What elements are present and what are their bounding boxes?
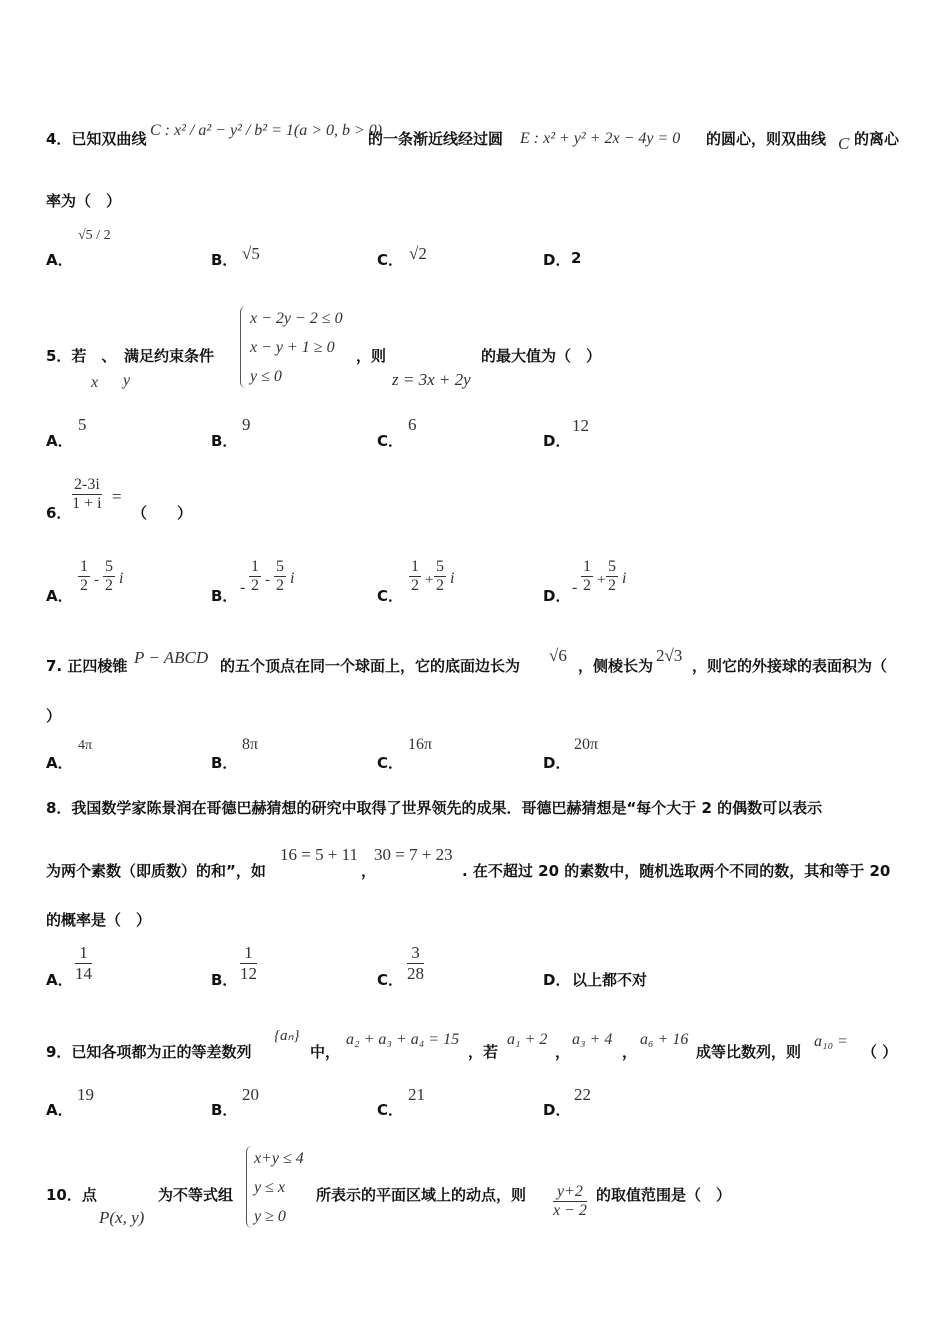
- q6-option-b-frac-2-num: 5: [274, 558, 286, 577]
- q4-c-symbol: C: [838, 134, 850, 153]
- q5-text-2: 的最大值为（ ）: [481, 347, 602, 365]
- q6-option-b-frac-1: [249, 558, 261, 596]
- q8-option-b-fraction: [240, 943, 257, 983]
- q10-constraints: [254, 1144, 304, 1231]
- q5-brace: [240, 306, 247, 388]
- q7-option-a-label: A．: [46, 754, 73, 772]
- q7-option-b-label: B．: [211, 754, 238, 772]
- q9-option-b-value: 20: [242, 1085, 259, 1104]
- q9-text-3: 成等比数列，则: [696, 1043, 802, 1061]
- q6-option-c-frac-1: [409, 558, 421, 596]
- q5-constraint-1: x − 2y − 2 ≤ 0: [250, 310, 343, 327]
- q6-option-a-operator: -: [94, 572, 99, 588]
- q5-constraint-3: y ≤ 0: [250, 368, 282, 385]
- q9-tail: （ ）: [862, 1043, 898, 1061]
- q4-line-2: 率为（ ）: [46, 192, 122, 210]
- q8-text-1: 为两个素数（即质数）的和”，如: [46, 862, 266, 880]
- q8-example-1: 16 = 5 + 11: [280, 845, 359, 864]
- q4-option-d-label: D．: [543, 251, 571, 269]
- q6-option-b-label: B．: [211, 587, 238, 605]
- q7-side-length: √6: [549, 646, 567, 665]
- q6-option-c-frac-1-num: 1: [409, 558, 421, 577]
- q5-text-1: ，则: [356, 347, 387, 365]
- q6-option-a-frac-1-num: 1: [78, 558, 90, 577]
- q6-option-c-label: C．: [377, 587, 404, 605]
- q8-comma: ，: [361, 862, 377, 880]
- q8-option-c-den: 28: [407, 963, 424, 983]
- q5-number-text: 5．若 、 满足约束条件: [46, 347, 214, 365]
- q10-denominator: x − 2: [553, 1202, 587, 1220]
- q6-option-c-frac-2: [434, 558, 446, 596]
- q8-option-c-fraction: [407, 943, 424, 983]
- q9-number-text: 9．已知各项都为正的等差数列: [46, 1043, 252, 1061]
- q6-option-a-frac-2-num: 5: [103, 558, 115, 577]
- q6-option-c-i: i: [450, 570, 455, 587]
- q6-fraction: [72, 476, 102, 514]
- q10-brace: [246, 1146, 253, 1228]
- q6-option-d-i: i: [622, 570, 627, 587]
- q6-option-a-frac-2: [103, 558, 115, 596]
- q8-option-b-den: 12: [240, 963, 257, 983]
- q5-option-c-label: C．: [377, 432, 404, 450]
- q6-option-d-frac-2: [606, 558, 618, 596]
- q6-option-d-frac-1-den: 2: [583, 577, 591, 595]
- q10-constraint-1: x+y ≤ 4: [254, 1150, 304, 1167]
- q10-text-2: 所表示的平面区域上的动点，则: [316, 1186, 527, 1204]
- q10-text-1: 为不等式组: [158, 1186, 234, 1204]
- q6-option-a-label: A．: [46, 587, 73, 605]
- q7-text-1: 的五个顶点在同一个球面上，它的底面边长为: [220, 657, 521, 675]
- q10-numerator: y+2: [553, 1183, 587, 1202]
- q6-option-d-operator: +: [597, 572, 606, 588]
- q6-number: 6．: [46, 504, 72, 522]
- q5-y-var: y: [123, 372, 131, 389]
- q9-sequence: {aₙ}: [274, 1028, 300, 1044]
- q7-option-d-label: D．: [543, 754, 571, 772]
- q4-option-c-value: √2: [409, 244, 427, 263]
- q6-option-b-frac-2: [274, 558, 286, 596]
- q7-option-c-label: C．: [377, 754, 404, 772]
- q6-option-a-i: i: [119, 570, 124, 587]
- q8-example-2: 30 = 7 + 23: [374, 845, 453, 864]
- q4-text-1: 的一条渐近线经过圆: [368, 130, 504, 148]
- q7-number-text: 7. 正四棱锥: [46, 657, 128, 675]
- q4-text-2: 的圆心，则双曲线: [706, 130, 827, 148]
- q5-x-var: x: [91, 374, 99, 391]
- q6-equals: =: [112, 487, 122, 506]
- q8-option-b-label: B．: [211, 971, 238, 989]
- q8-line-1: 8．我国数学家陈景润在哥德巴赫猜想的研究中取得了世界领先的成果．哥德巴赫猜想是“每个大于 2 的偶数可以表示: [46, 799, 823, 817]
- q9-option-a-label: A．: [46, 1101, 73, 1119]
- q9-option-b-label: B．: [211, 1101, 238, 1119]
- q9-a10: a₁₀ =: [814, 1033, 848, 1050]
- q9-comma-1: ，: [555, 1043, 571, 1061]
- q6-option-c-frac-1-den: 2: [411, 577, 419, 595]
- q9-option-d-label: D．: [543, 1101, 571, 1119]
- q9-option-c-label: C．: [377, 1101, 404, 1119]
- q5-option-b-label: B．: [211, 432, 238, 450]
- q8-text-2: . 在不超过 20 的素数中，随机选取两个不同的数，其和等于 20: [462, 862, 891, 880]
- q6-tail: （ ）: [132, 504, 193, 522]
- q5-option-d-label: D．: [543, 432, 571, 450]
- q10-constraint-2: y ≤ x: [254, 1179, 285, 1196]
- q6-option-b-frac-1-den: 2: [251, 577, 259, 595]
- q4-option-a-value: √5 / 2: [78, 228, 111, 243]
- q8-option-d-label: D．: [543, 971, 571, 989]
- q6-option-d-frac-2-den: 2: [608, 577, 616, 595]
- q6-option-b-operator: -: [265, 572, 270, 588]
- q8-option-a-den: 14: [75, 963, 92, 983]
- q4-option-c-label: C．: [377, 251, 404, 269]
- q9-term-1: a₁ + 2: [507, 1031, 548, 1048]
- q8-option-a-num: 1: [75, 943, 92, 964]
- q6-option-d-frac-2-num: 5: [606, 558, 618, 577]
- q8-option-d-text: 以上都不对: [572, 971, 648, 989]
- q6-option-d-frac-1: [581, 558, 593, 596]
- q7-line-2: ）: [46, 707, 62, 725]
- q5-constraint-2: x − y + 1 ≥ 0: [250, 339, 335, 356]
- q6-option-c-frac-2-num: 5: [434, 558, 446, 577]
- q6-option-b-frac-2-den: 2: [276, 577, 284, 595]
- q4-option-b-value: √5: [242, 244, 260, 263]
- q8-option-a-fraction: [75, 943, 92, 983]
- q9-comma-2: ，: [622, 1043, 638, 1061]
- q4-circle-equation: E : x² + y² + 2x − 4y = 0: [520, 130, 681, 147]
- q5-option-c-value: 6: [408, 415, 417, 434]
- q9-option-c-value: 21: [408, 1085, 425, 1104]
- q6-denominator: 1 + i: [72, 495, 102, 513]
- q7-option-a-value: 4π: [78, 738, 93, 753]
- q4-option-d-value: 2: [571, 249, 582, 267]
- q9-option-d-value: 22: [574, 1085, 591, 1104]
- q5-option-d-value: 12: [572, 416, 589, 435]
- q7-option-d-value: 20π: [574, 736, 599, 753]
- q7-edge-length: 2√3: [656, 646, 683, 665]
- q6-option-a-frac-2-den: 2: [105, 577, 113, 595]
- q7-pyramid: P − ABCD: [134, 648, 209, 667]
- q6-option-a-frac-1-den: 2: [80, 577, 88, 595]
- q6-option-b-sign: -: [240, 579, 246, 596]
- q10-point: P(x, y): [99, 1208, 145, 1227]
- q4-option-a-label: A．: [46, 251, 73, 269]
- q6-numerator: 2-3i: [72, 476, 102, 495]
- q5-option-b-value: 9: [242, 415, 251, 434]
- q8-line-3: 的概率是（ ）: [46, 911, 152, 929]
- q7-text-3: ，则它的外接球的表面积为（: [692, 657, 888, 675]
- q7-text-2: ，侧棱长为: [578, 657, 654, 675]
- q4-option-b-label: B．: [211, 251, 238, 269]
- q9-text-1: 中，: [310, 1043, 341, 1061]
- q5-objective: z = 3x + 2y: [392, 370, 471, 389]
- q10-fraction: [553, 1183, 587, 1221]
- q6-option-c-operator: +: [425, 572, 434, 588]
- q4-text-3: 的离心: [854, 130, 900, 148]
- q9-term-2: a₃ + 4: [572, 1031, 613, 1048]
- q4-number-text: 4．已知双曲线: [46, 130, 147, 148]
- q8-option-a-label: A．: [46, 971, 73, 989]
- q6-option-d-frac-1-num: 1: [581, 558, 593, 577]
- q8-option-b-num: 1: [240, 943, 257, 964]
- q6-option-a-frac-1: [78, 558, 90, 596]
- q10-text-3: 的取值范围是（ ）: [596, 1186, 732, 1204]
- q9-option-a-value: 19: [77, 1085, 94, 1104]
- q10-number: 10．点: [46, 1186, 97, 1204]
- q9-sum: a₂ + a₃ + a₄ = 15: [346, 1031, 460, 1048]
- q6-option-d-label: D．: [543, 587, 571, 605]
- q6-option-d-sign: -: [572, 579, 578, 596]
- q9-text-2: ，若: [468, 1043, 499, 1061]
- q8-option-c-num: 3: [407, 943, 424, 964]
- q7-option-c-value: 16π: [408, 736, 433, 753]
- q6-option-b-frac-1-num: 1: [249, 558, 261, 577]
- q5-constraints: [250, 304, 343, 391]
- q5-option-a-label: A．: [46, 432, 73, 450]
- q7-option-b-value: 8π: [242, 736, 259, 753]
- q10-constraint-3: y ≥ 0: [254, 1208, 286, 1225]
- q6-option-c-frac-2-den: 2: [436, 577, 444, 595]
- q5-option-a-value: 5: [78, 415, 87, 434]
- q8-option-c-label: C．: [377, 971, 404, 989]
- q6-option-b-i: i: [290, 570, 295, 587]
- q9-term-3: a₆ + 16: [640, 1031, 689, 1048]
